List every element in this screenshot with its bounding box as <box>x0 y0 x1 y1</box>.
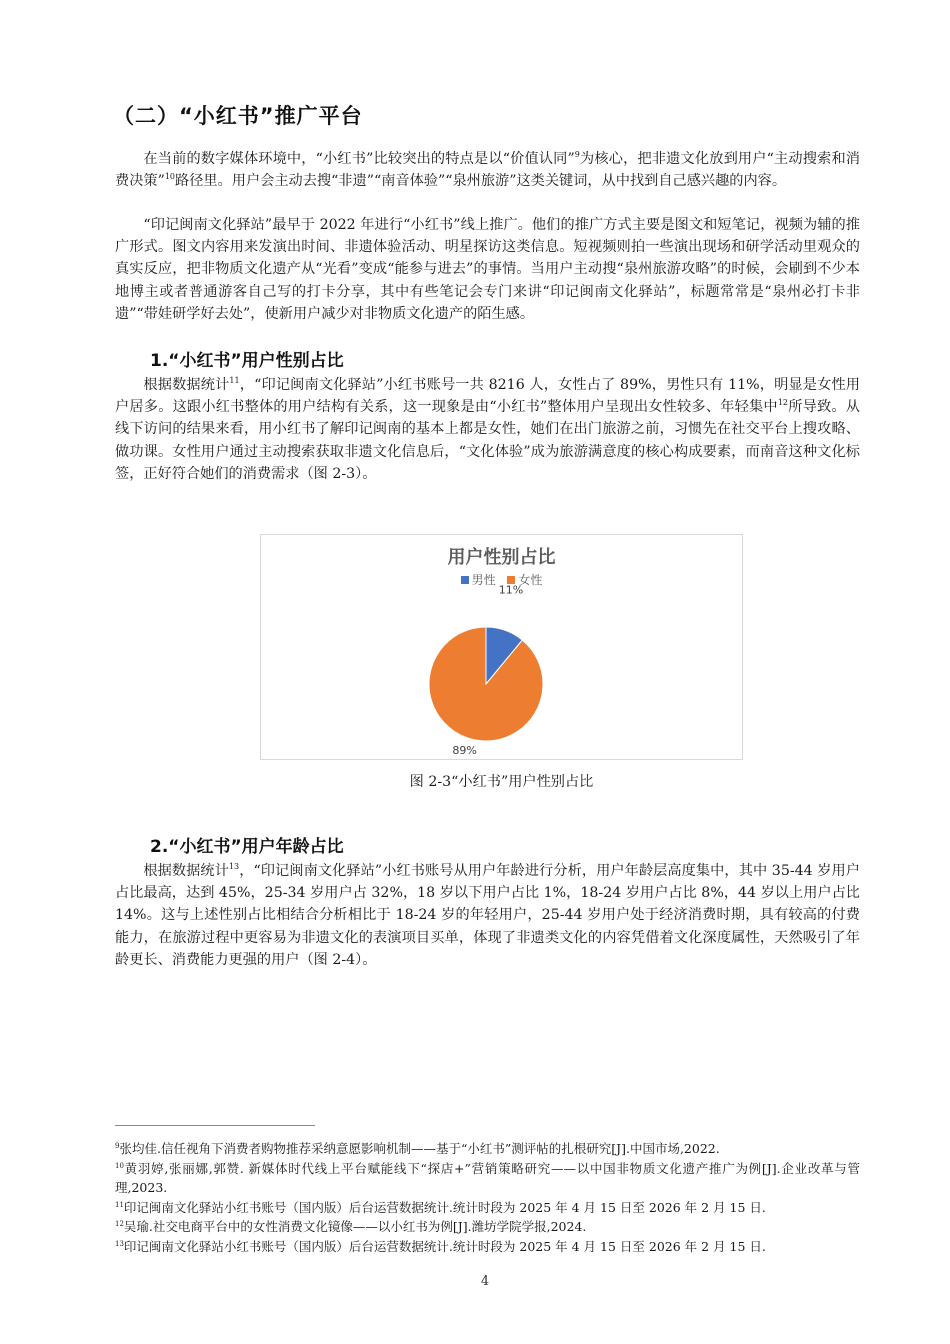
pie-plot <box>261 535 742 759</box>
footnote-number: 11 <box>115 1200 124 1209</box>
footnote-number: 12 <box>115 1220 124 1229</box>
paragraph-4-part-a: 根据数据统计 <box>143 863 229 879</box>
pie-chart <box>260 534 743 760</box>
footnote <box>115 1139 860 1159</box>
footnote-ref[interactable]: 11 <box>229 376 240 385</box>
section-heading: （二）“小红书”推广平台 <box>113 104 363 128</box>
legend-label: 女性 <box>518 573 543 587</box>
footnote-divider <box>115 1125 315 1126</box>
footnote-text: 印记闽南文化驿站小红书账号（国内版）后台运营数据统计.统计时段为 2025 年 4 月 15 日至 2026 年 2 月 15 日. <box>123 1199 766 1215</box>
pie-data-label: 89% <box>452 744 477 758</box>
paragraph-2: “印记闽南文化驿站”最早于 2022 年进行“小红书”线上推广。他们的推广方式主要是图文和短笔记，视频为辅的推广形式。图文内容用来发演出时间、非遗体验活动、明星探访这类信息。短视频则拍一些演出现场和研学活动里观众的真实反应，把非物质文化遗产从“光看”变成“能参与进去”的事情。当用户主动搜“泉州旅游攻略”的时候，会刷到不少本地博主或者普通游客自己写的打卡分享，其中有些笔记会专门来讲“印记闽南文化驿站”，标题常常是“泉州必打卡非遗”“带娃研学好去处”，使新用户减少对非物质文化遗产的陌生感。 <box>115 217 860 322</box>
footnote <box>115 1159 860 1198</box>
page-number: 4 <box>480 1274 490 1289</box>
paragraph-3-part-c: 所导致。从线下访问的结果来看，用小红书了解印记闽南的基本上都是女性，她们在出门旅游之前，习惯先在社交平台上搜攻略、做功课。女性用户通过主动搜索获取非遗文化信息后，“文化体验”成为旅游满意度的核心构成要素，而南音这种文化标签，正好符合她们的消费需求（图 2-3）。 <box>115 399 860 482</box>
pie-slice-female <box>429 627 543 741</box>
footnote <box>115 1217 860 1237</box>
legend-label: 男性 <box>471 573 496 587</box>
footnote-number: 13 <box>115 1239 124 1248</box>
footnote-ref[interactable]: 10 <box>164 172 176 182</box>
footnote-text: 张均佳.信任视角下消费者购物推荐采纳意愿影响机制——基于“小红书”测评帖的扎根研究[J].中国市场,2022. <box>119 1141 720 1156</box>
paragraph-3-part-b: ，“印记闽南文化驿站”小红书账号一共 8216 人，女性占了 89%，男性只有 11%，明显是女性用户居多。这跟小红书整体的用户结构有关系，这一现象是由“小红书”整体用户呈现出女性较多、年轻集中 <box>115 377 860 416</box>
footnotes <box>115 1139 860 1257</box>
paragraph-1-part-b: 为核心，把非遗文化放到用户“主动搜索和消费决策” <box>115 151 860 190</box>
footnote <box>115 1237 860 1257</box>
pie-data-label: 11% <box>498 583 524 597</box>
paragraph-1-part-a: 在当前的数字媒体环境中，“小红书”比较突出的特点是以“价值认同” <box>143 151 575 167</box>
paragraph-3 <box>115 374 860 485</box>
footnote-text: 吴瑜.社交电商平台中的女性消费文化镜像——以小红书为例[J].潍坊学院学报,2024. <box>123 1219 587 1235</box>
footnote <box>115 1198 860 1218</box>
footnote-ref[interactable]: 13 <box>228 862 240 871</box>
footnote-number: 10 <box>115 1161 124 1170</box>
footnote-ref[interactable]: 9 <box>574 150 580 159</box>
subsection-1-heading: 1.“小红书”用户性别占比 <box>150 351 344 371</box>
subsection-2-heading: 2.“小红书”用户年龄占比 <box>150 837 344 857</box>
footnote-number: 9 <box>115 1142 120 1150</box>
paragraph-1-part-c: 路径里。用户会主动去搜“非遗”“南音体验”“泉州旅游”这类关键词，从中找到自己感兴趣的内容。 <box>175 173 787 190</box>
footnote-text: 黄羽婷,张丽娜,郭赞. 新媒体时代线上平台赋能线下“探店+”营销策略研究——以中国非物质文化遗产推广为例[J].企业改革与管理,2023. <box>115 1160 860 1196</box>
chart-title: 用户性别占比 <box>447 547 556 568</box>
paragraph-4 <box>115 860 860 971</box>
footnote-text: 印记闽南文化驿站小红书账号（国内版）后台运营数据统计.统计时段为 2025 年 4 月 15 日至 2026 年 2 月 15 日. <box>123 1238 766 1254</box>
paragraph-4-part-b: ，“印记闽南文化驿站”小红书账号从用户年龄进行分析，用户年龄层高度集中，其中 35-44 岁用户占比最高，达到 45%，25-34 岁用户占 32%，18 岁以下用户占比 1%，18-24 岁用户占比 8%，44 岁以上用户占比 14%。这与上述性别占比相结合分析相比于 18-24 岁的年轻用户，25-44 岁用户处于经济消费时期，具有较高的付费能力，在旅游过程中更容易为非遗文化的表演项目买单，体现了非遗类文化的内容凭借着文化深度属性，天然吸引了年龄更长、消费能力更强的用户（图 2-4）。 <box>115 863 860 968</box>
figure-caption: 图 2-3“小红书”用户性别占比 <box>409 774 594 790</box>
paragraph-1 <box>115 148 860 192</box>
footnote-ref[interactable]: 12 <box>777 398 788 408</box>
paragraph-3-part-a: 根据数据统计 <box>143 377 230 393</box>
